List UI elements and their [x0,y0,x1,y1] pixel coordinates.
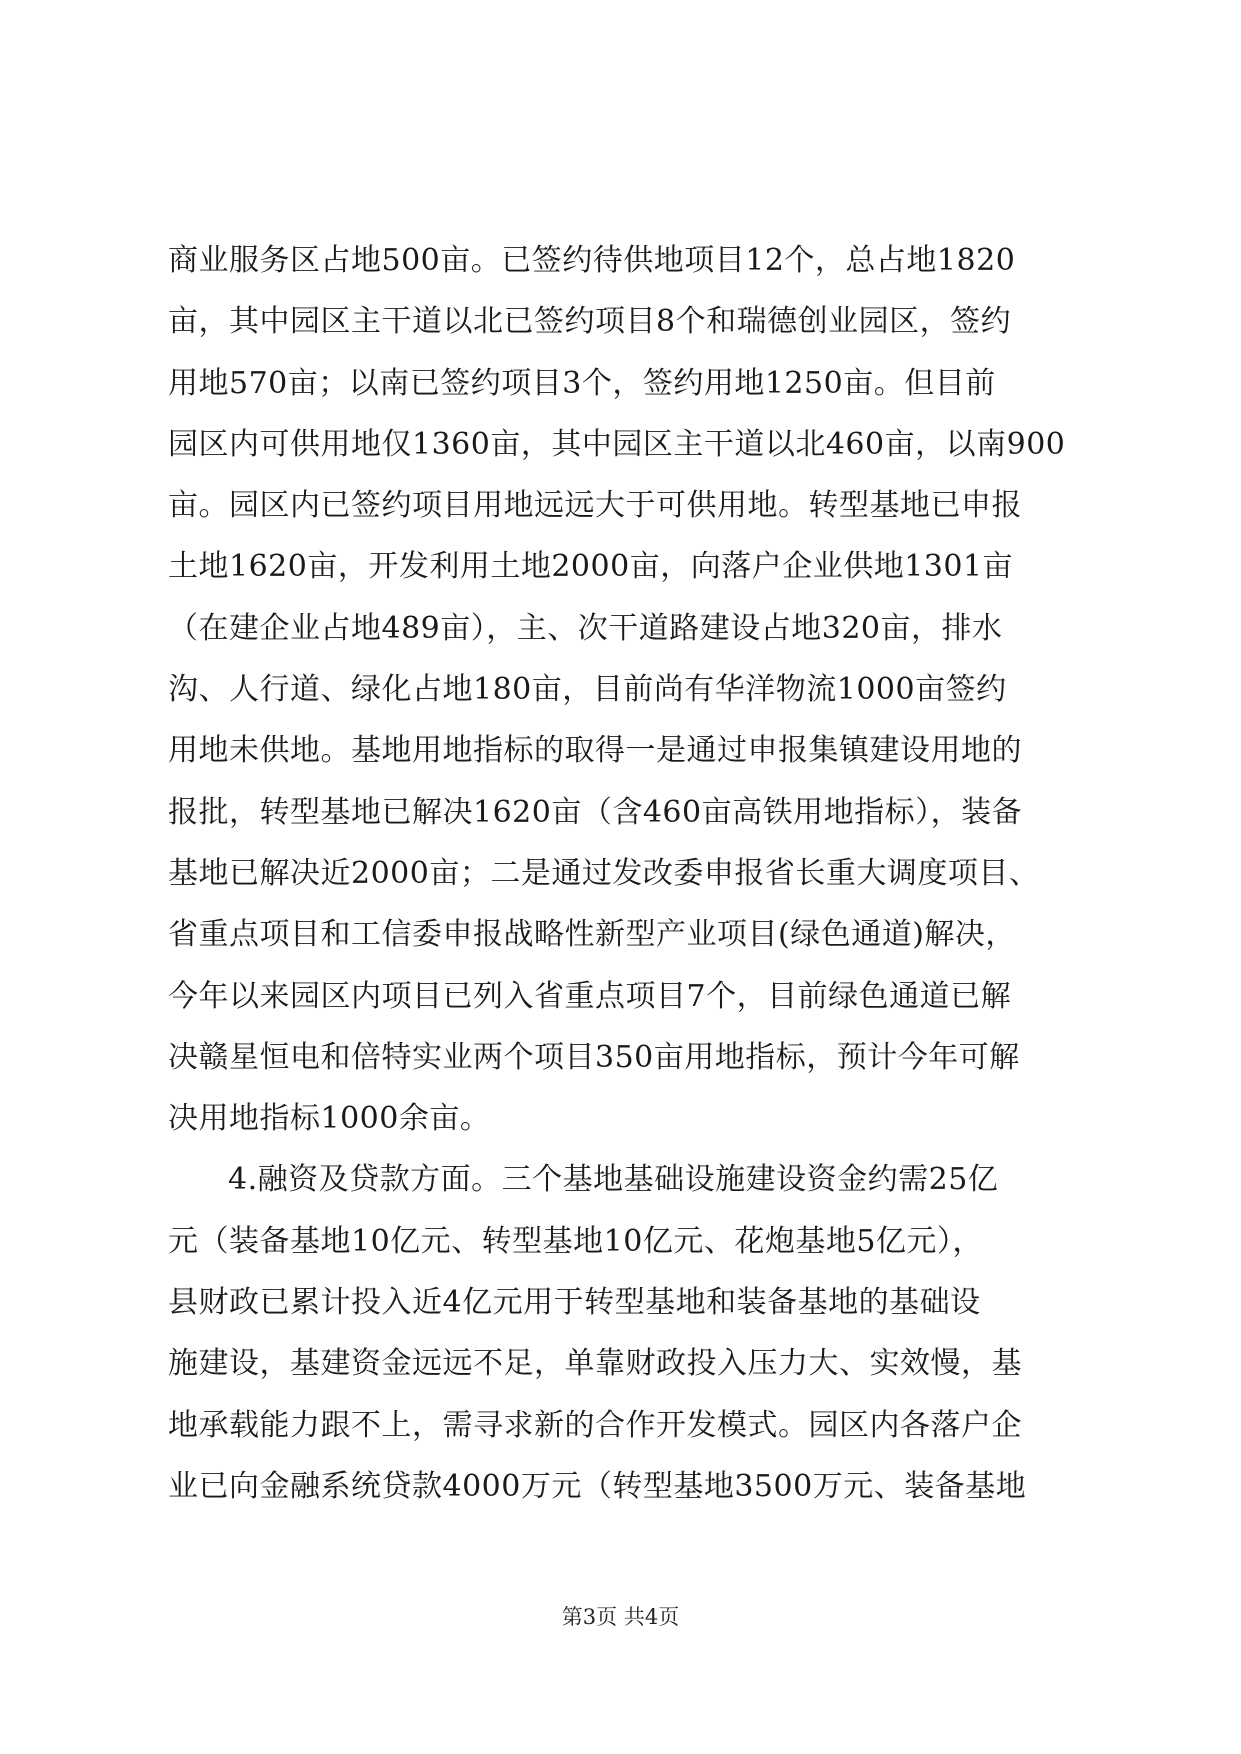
text-line: 元（装备基地10亿元、转型基地10亿元、花炮基地5亿元）， [168,1223,983,1259]
page-number-footer: 第3页 共4页 [561,1605,680,1629]
text-line: 报批，转型基地已解决1620亩（含460亩高铁用地指标），装备 [168,794,1023,830]
text-line: 今年以来园区内项目已列入省重点项目7个，目前绿色通道已解 [168,978,1012,1014]
section-heading-line: 4.融资及贷款方面。三个基地基础设施建设资金约需25亿 [228,1162,999,1198]
text-line: 沟、人行道、绿化占地180亩，目前尚有华洋物流1000亩签约 [168,672,1007,708]
text-line: （在建企业占地489亩），主、次干道路建设占地320亩，排水 [168,610,1003,646]
text-line: 基地已解决近2000亩；二是通过发改委申报省长重大调度项目、 [168,855,1040,891]
body-text [168,230,1088,1517]
text-line: 施建设，基建资金远远不足，单靠财政投入压力大、实效慢，基 [168,1346,1022,1382]
text-line: 省重点项目和工信委申报战略性新型产业项目(绿色通道)解决， [168,917,1016,953]
text-line: 用地未供地。基地用地指标的取得一是通过申报集镇建设用地的 [168,733,1022,769]
text-line: 业已向金融系统贷款4000万元（转型基地3500万元、装备基地 [168,1468,1027,1504]
text-line: 园区内可供用地仅1360亩，其中园区主干道以北460亩，以南900 [168,426,1066,462]
text-line: 亩，其中园区主干道以北已签约项目8个和瑞德创业园区，签约 [168,304,1012,340]
text-line: 决用地指标1000余亩。 [168,1101,491,1137]
text-line: 土地1620亩，开发利用土地2000亩，向落户企业供地1301亩 [168,549,1014,585]
text-line: 地承载能力跟不上，需寻求新的合作开发模式。园区内各落户企 [168,1407,1022,1443]
text-line: 用地570亩；以南已签约项目3个，签约用地1250亩。但目前 [168,365,996,401]
text-line: 亩。园区内已签约项目用地远远大于可供用地。转型基地已申报 [168,488,1022,524]
text-line: 决赣星恒电和倍特实业两个项目350亩用地指标，预计今年可解 [168,1039,1020,1075]
text-line: 商业服务区占地500亩。已签约待供地项目12个，总占地1820 [168,243,1016,278]
text-line: 县财政已累计投入近4亿元用于转型基地和装备基地的基础设 [168,1285,981,1321]
